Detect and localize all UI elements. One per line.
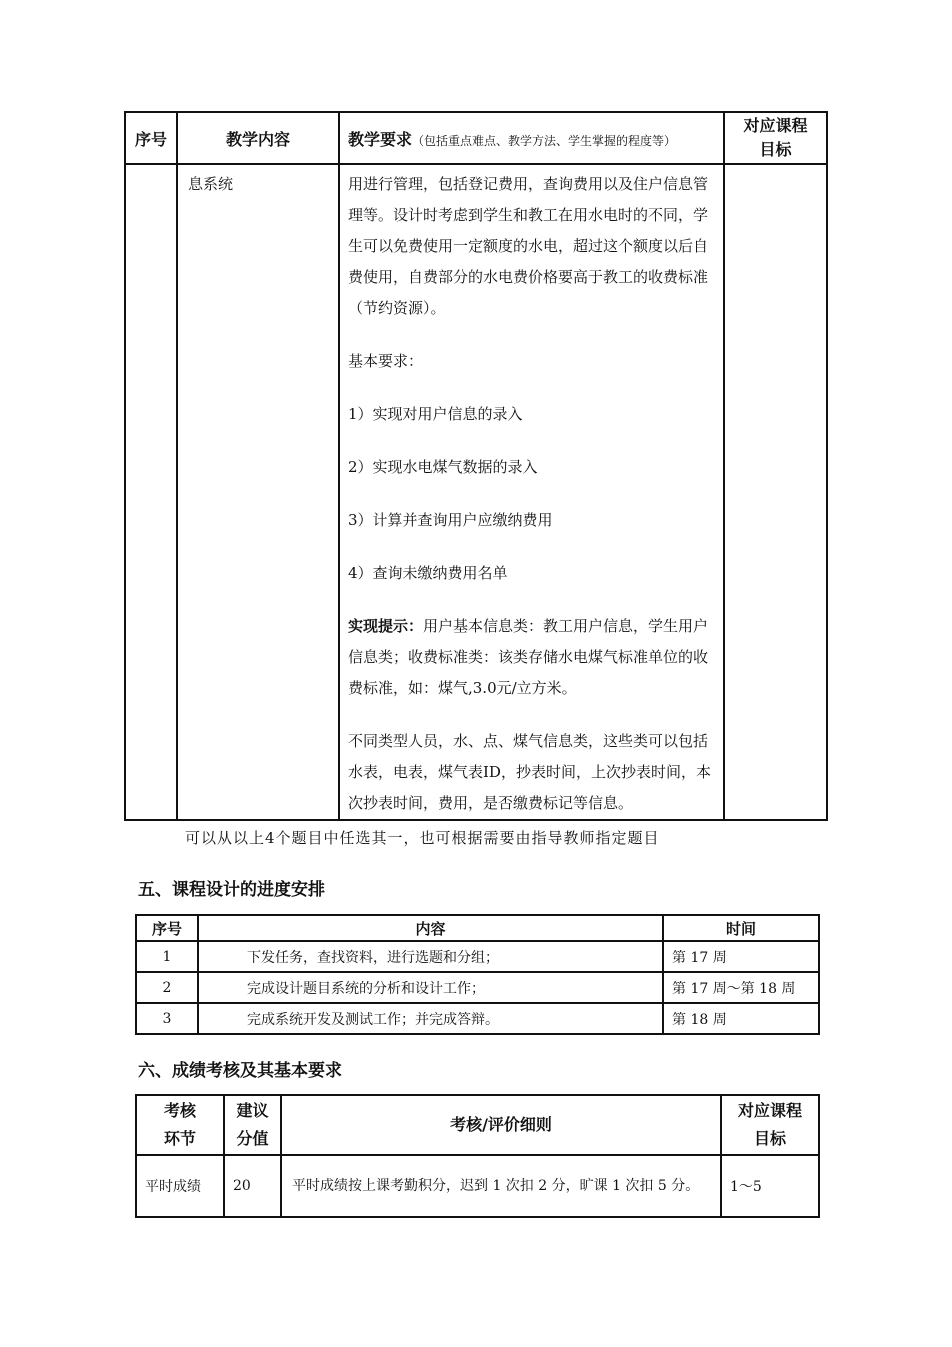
table-header-row <box>136 915 819 941</box>
header-goal-line2: 目标 <box>753 1129 786 1148</box>
row-requirements <box>339 164 724 820</box>
header-stage <box>136 1095 224 1155</box>
row-content: 下发任务，查找资料，进行选题和分组； <box>198 941 663 972</box>
requirements-paragraph: 用进行管理，包括登记费用，查询费用以及住户信息管理等。设计时考虑到学生和教工在用水电时的不同，学生可以免费使用一定额度的水电，超过这个额度以后自费使用，自费部分的水电费价格要高于教工的收费标准（节约资源）。 <box>348 175 709 317</box>
header-content: 内容 <box>198 915 663 941</box>
row-topic: 息系统 <box>177 164 339 820</box>
section-title-schedule: 五、课程设计的进度安排 <box>138 880 325 900</box>
hint-text: 用户基本信息类：教工用户信息，学生用户信息类；收费标准类：该类存储水电煤气标准单位的收费标准，如：煤气,3.0元/立方米。 <box>348 617 709 697</box>
row-no: 2 <box>136 972 198 1003</box>
header-rule: 考核/评价细则 <box>281 1095 721 1155</box>
header-goal-line1: 对应课程 <box>737 1101 802 1120</box>
row-time: 第 17 周 <box>663 941 819 972</box>
row-rule: 平时成绩按上课考勤积分，迟到 1 次扣 2 分，旷课 1 次扣 5 分。 <box>281 1155 721 1217</box>
requirements-paragraph: 4）查询未缴纳费用名单 <box>348 564 508 582</box>
header-score <box>224 1095 281 1155</box>
requirements-paragraph: 1）实现对用户信息的录入 <box>348 405 523 423</box>
header-time: 时间 <box>663 915 819 941</box>
table-row <box>136 1155 819 1217</box>
header-goal <box>721 1095 819 1155</box>
table-row <box>125 164 827 820</box>
header-stage-line2: 环节 <box>163 1129 196 1148</box>
table-header-row <box>125 112 827 164</box>
header-requirements-note: （包括重点难点、教学方法、学生掌握的程度等） <box>412 133 677 148</box>
header-requirements-main: 教学要求 <box>348 129 413 149</box>
hint-label: 实现提示： <box>348 617 424 635</box>
header-score-line2: 分值 <box>236 1129 269 1148</box>
table-header-row <box>136 1095 819 1155</box>
row-time: 第 18 周 <box>663 1003 819 1034</box>
header-course-goal <box>724 112 827 164</box>
row-time: 第 17 周～第 18 周 <box>663 972 819 1003</box>
header-no: 序号 <box>136 915 198 941</box>
section-title-assessment: 六、成绩考核及其基本要求 <box>138 1061 342 1081</box>
row-no <box>125 164 177 820</box>
requirements-paragraph: 3）计算并查询用户应缴纳费用 <box>348 511 553 529</box>
row-score: 20 <box>224 1155 281 1217</box>
header-stage-line1: 考核 <box>163 1101 196 1120</box>
requirements-paragraph: 不同类型人员，水、点、煤气信息类，这些类可以包括水表，电表，煤气表ID，抄表时间，上次抄表时间，本次抄表时间，费用，是否缴费标记等信息。 <box>348 732 711 812</box>
header-goal-line2: 目标 <box>759 140 792 159</box>
row-goal: 1～5 <box>721 1155 819 1217</box>
requirements-paragraph: 基本要求： <box>348 352 424 370</box>
row-content: 完成系统开发及测试工作；并完成答辩。 <box>198 1003 663 1034</box>
table-row <box>136 972 819 1003</box>
topic-selection-note: 可以从以上4个题目中任选其一，也可根据需要由指导教师指定题目 <box>185 829 660 847</box>
header-score-line1: 建议 <box>236 1101 269 1120</box>
row-no: 3 <box>136 1003 198 1034</box>
header-no: 序号 <box>125 112 177 164</box>
teaching-content-table <box>124 111 828 821</box>
header-goal-line1: 对应课程 <box>743 116 808 135</box>
row-stage: 平时成绩 <box>136 1155 224 1217</box>
header-requirements <box>339 112 724 164</box>
row-content: 完成设计题目系统的分析和设计工作； <box>198 972 663 1003</box>
row-goal <box>724 164 827 820</box>
table-row <box>136 941 819 972</box>
schedule-table <box>135 914 820 1035</box>
assessment-table <box>135 1094 820 1218</box>
table-row <box>136 1003 819 1034</box>
row-no: 1 <box>136 941 198 972</box>
header-content: 教学内容 <box>177 112 339 164</box>
hint-paragraph <box>348 611 717 704</box>
requirements-paragraph: 2）实现水电煤气数据的录入 <box>348 458 538 476</box>
